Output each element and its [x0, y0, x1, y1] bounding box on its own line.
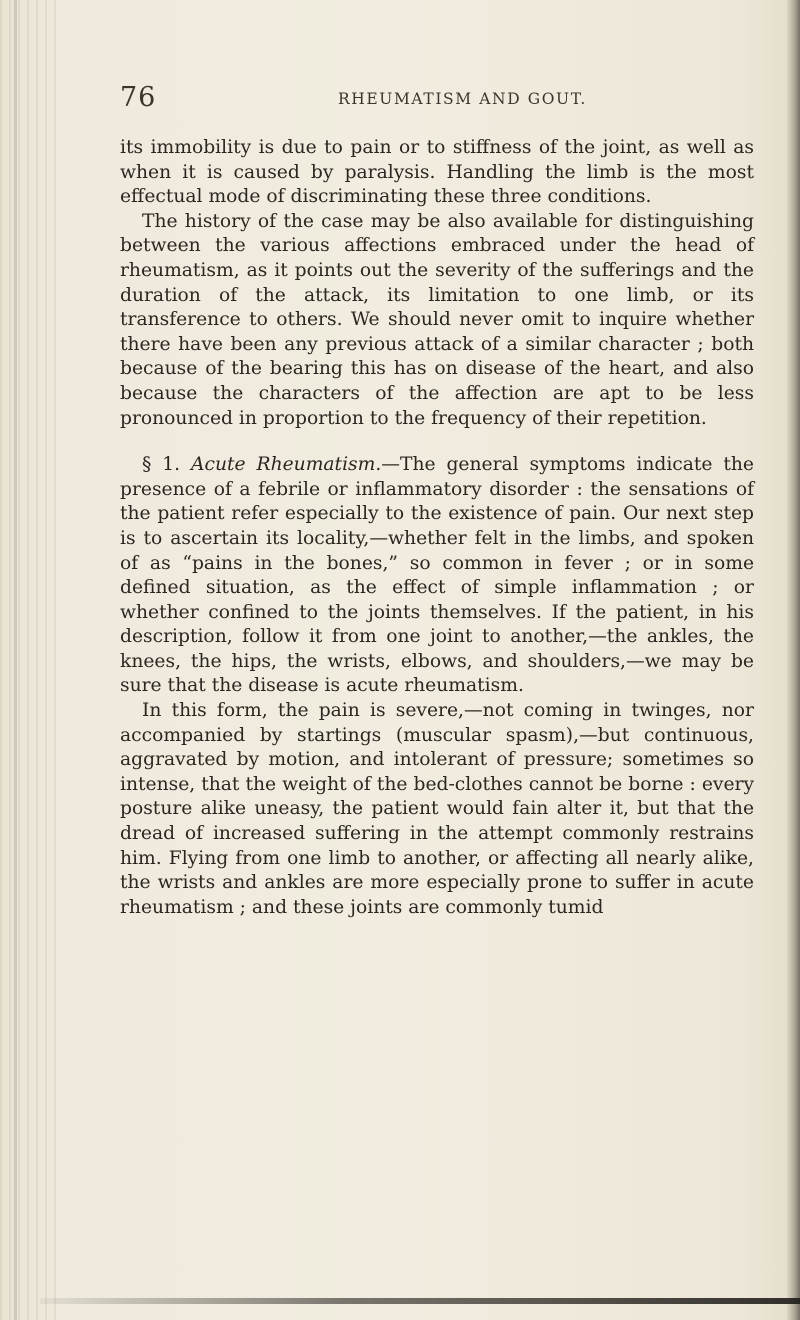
paragraph: In this form, the pain is severe,—not coming in twinges, nor accompanied by startings (muscular spasm),—but continuous, aggravated by motion, and intolerant of pressure; sometimes so intense, that the weight of the bed-clothes cannot be borne : every posture alike uneasy, the patient would fain alter it, but that the dread of increased suffering in the attempt commonly restrains him. Flying from one limb to another, or affecting all nearly alike, the wrists and ankles are more especially prone to suffer in acute rheumatism ; and these joints are commonly tumid [120, 700, 754, 918]
running-head: RHEUMATISM AND GOUT. [338, 90, 587, 108]
paragraph: its immobility is due to pain or to stiffness of the joint, as well as when it is caused by paralysis. Handling the limb is the most effectual mode of discriminating these three conditions. [120, 137, 754, 208]
body-text [120, 136, 754, 920]
section-paragraph [120, 453, 754, 699]
page-number: 76 [120, 82, 157, 113]
paragraph: The history of the case may be also available for distinguishing between the various affections embraced under the head of rheumatism, as it points out the severity of the sufferings and the duration of the attack, its limitation to one limb, or its transference to others. We should never omit to inquire whether there have been any previous attack of a similar character ; both because of the bearing this has on disease of the heart, and also because the characters of the affection are apt to be less pronounced in proportion to the frequency of their repetition. [120, 210, 754, 429]
section-number: § 1. [142, 454, 181, 476]
page-header [120, 82, 760, 112]
binding-gutter [0, 0, 60, 1320]
page-edge-shadow [786, 0, 800, 1320]
section-text: —The general symptoms indicate the presence of a febrile or inflammatory disorder : the sensations of the patient refer especially to the existence of pain. Our next step is to ascertain its locality,—whether felt in the limbs, and spoken of as “pains in the bones,” so common in fever ; or in some defined situation, as the effect of simple inflammation ; or whether confined to the joints themselves. If the patient, in his description, follow it from one joint to another,—the ankles, the knees, the hips, the wrists, elbows, and shoulders,—we may be sure that the disease is acute rheumatism. [120, 454, 754, 697]
page-bottom-edge [40, 1298, 800, 1304]
section-title: Acute Rheumatism. [191, 454, 382, 476]
